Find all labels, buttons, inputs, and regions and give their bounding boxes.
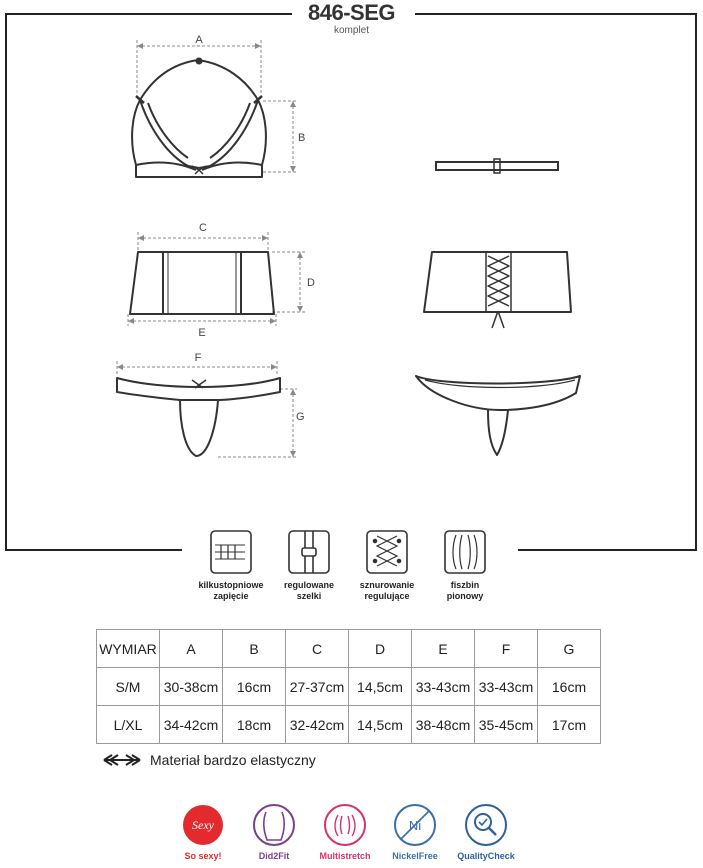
feature-label-line: regulowane	[283, 580, 334, 590]
size-table	[96, 629, 601, 744]
table-cell: 32-42cm	[286, 706, 349, 744]
header-cell: F	[475, 630, 538, 668]
dim-label-d: D	[307, 277, 315, 289]
header-cell: G	[538, 630, 601, 668]
table-cell: 33-43cm	[412, 668, 475, 706]
table-row	[97, 706, 601, 744]
product-type: komplet	[333, 25, 369, 36]
table-cell: 38-48cm	[412, 706, 475, 744]
header-cell: B	[223, 630, 286, 668]
so-sexy-logo-text: Sexy	[192, 818, 214, 832]
table-cell: L/XL	[97, 706, 160, 744]
feature-label-line: szelki	[296, 591, 322, 601]
garter-belt-back-drawing	[424, 252, 571, 328]
header-cell: A	[160, 630, 223, 668]
dim-label-f: F	[194, 352, 202, 364]
feature-label-line: pionowy	[446, 591, 484, 601]
dimension-lines	[117, 40, 305, 457]
feature-label-line: fiszbin	[450, 580, 480, 590]
header-cell: WYMIAR	[97, 630, 160, 668]
badge-label-so-sexy: So sexy!	[184, 851, 222, 861]
table-cell: 17cm	[538, 706, 601, 744]
feature-label-lacing	[342, 580, 432, 602]
material-note: Materiał bardzo elastyczny	[150, 752, 316, 768]
did2fit-icon	[254, 805, 294, 845]
feature-label-line: sznurowanie	[359, 580, 415, 590]
product-code: 846-SEG	[308, 0, 395, 25]
dim-label-e: E	[198, 327, 206, 339]
bra-back-drawing	[436, 159, 558, 173]
lacing-icon	[367, 531, 407, 573]
nickelfree-logo-text: Ni	[408, 818, 422, 833]
dim-label-a: A	[195, 34, 203, 46]
table-cell: 14,5cm	[349, 668, 412, 706]
table-cell: 27-37cm	[286, 668, 349, 706]
thong-back-drawing	[416, 376, 580, 455]
dimension-arrows	[117, 43, 306, 457]
dim-label-b: B	[298, 132, 306, 144]
feature-label-line: kilkustopniowe	[198, 580, 264, 590]
badge-label-multistretch: Multistretch	[319, 851, 371, 861]
garter-belt-front-drawing	[130, 252, 274, 314]
thong-front-drawing	[117, 378, 280, 456]
dim-label-g: G	[296, 411, 305, 423]
feature-label-line: regulujące	[364, 591, 410, 601]
dim-label-c: C	[199, 222, 207, 234]
feature-label-straps	[264, 580, 354, 602]
header-cell: D	[349, 630, 412, 668]
header-cell: C	[286, 630, 349, 668]
table-cell: 16cm	[538, 668, 601, 706]
feature-label-line: zapięcie	[213, 591, 249, 601]
table-cell: 33-43cm	[475, 668, 538, 706]
table-header-row	[97, 630, 601, 668]
stretch-arrows-icon	[104, 755, 140, 765]
feature-label-boning	[420, 580, 510, 602]
qualitycheck-icon	[466, 805, 506, 845]
badge-label-nickelfree: NickelFree	[392, 851, 438, 861]
table-cell: 14,5cm	[349, 706, 412, 744]
header-cell: E	[412, 630, 475, 668]
table-cell: 35-45cm	[475, 706, 538, 744]
table-row	[97, 668, 601, 706]
vertical-boning-icon	[445, 531, 485, 573]
table-cell: 16cm	[223, 668, 286, 706]
badge-label-did2fit: Did2Fit	[258, 851, 290, 861]
badge-label-qualitycheck: QualityCheck	[457, 851, 515, 861]
adjustable-strap-icon	[289, 531, 329, 573]
multi-hook-clasp-icon	[211, 531, 251, 573]
table-cell: S/M	[97, 668, 160, 706]
table-cell: 34-42cm	[160, 706, 223, 744]
feature-label-clasp	[186, 580, 276, 602]
table-cell: 30-38cm	[160, 668, 223, 706]
bra-front-drawing	[132, 59, 266, 178]
frame	[6, 14, 292, 550]
multistretch-icon	[325, 805, 365, 845]
table-cell: 18cm	[223, 706, 286, 744]
